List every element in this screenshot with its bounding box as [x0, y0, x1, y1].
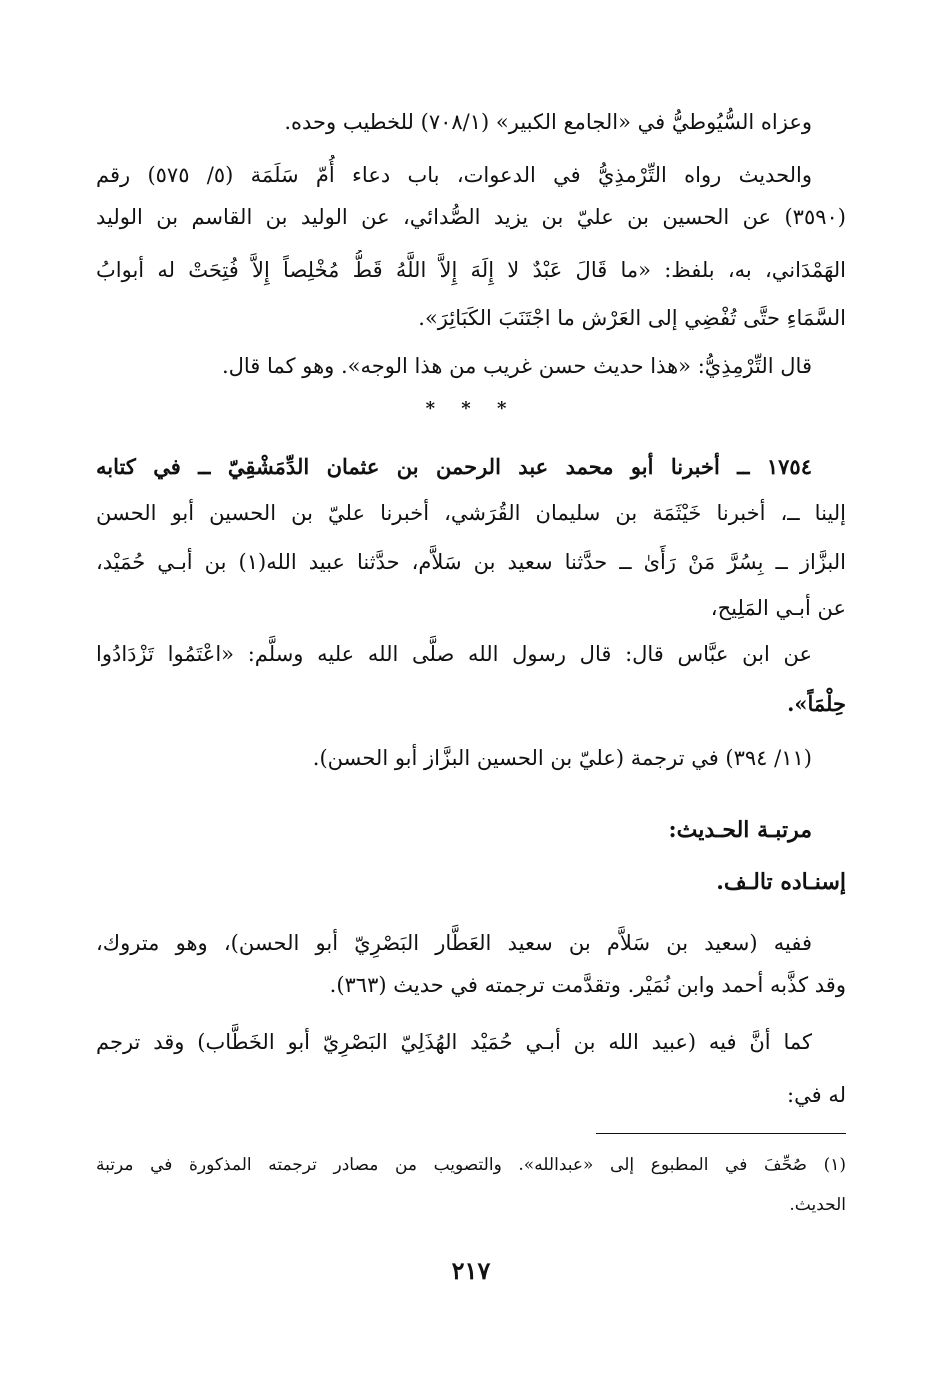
text-line: كما أنَّ فيه (عبيد الله بن أبـي حُمَيْد الهُذَلِيّ البَصْرِيّ أبو الخَطَّاب) وقد ترجم [96, 1030, 812, 1054]
text-line: ففيه (سعيد بن سَلاَّم بن سعيد العَطَّار البَصْرِيّ أبو الحسن)، وهو متروك، [96, 931, 812, 955]
text-line: (١١/ ٣٩٤) في ترجمة (عليّ بن الحسين البزَّاز أبو الحسن). [312, 746, 812, 770]
text-line: وقد كذَّبه أحمد وابن نُمَيْر. وتقدَّمت ترجمته في حديث (٣٦٣). [329, 973, 846, 997]
footnote-line: الحديث. [789, 1195, 846, 1215]
page-number: ٢١٧ [451, 1256, 491, 1285]
hadith-text-line: حِلْمَاً». [787, 691, 846, 716]
section-separator: * * * [425, 398, 517, 419]
hadith-number-line: ١٧٥٤ ــ أخبرنا أبو محمد عبد الرحمن بن عثمان الدِّمَشْقِيّ ــ في كتابه [96, 454, 812, 479]
footnote-line: (١) صُحِّفَ في المطبوع إلى «عبدالله». والتصويب من مصادر ترجمته المذكورة في مرتبة [96, 1155, 846, 1175]
text-line: الهَمْدَاني، به، بلفظ: «ما قَالَ عَبْدٌ لا إِلَهَ إِلاَّ اللَّهُ قَطُّ مُخْلِصاً إِلاَّ فُتِحَتْ له أبوابُ [96, 258, 846, 282]
text-line: السَّمَاءِ حتَّى تُفْضِي إلى العَرْش ما اجْتَنَبَ الكَبَائِرَ». [418, 306, 846, 330]
book-page [96, 0, 846, 1374]
grading-line: إسنـاده تالـف. [716, 869, 846, 895]
footnote-divider [596, 1133, 846, 1134]
text-line: البزَّاز ــ بِسُرَّ مَنْ رَأَىٰ ــ حدَّثنا سعيد بن سَلاَّم، حدَّثنا عبيد الله(١) بن أبـي حُمَيْد، [96, 550, 846, 574]
text-line: عن أبـي المَلِيح، [710, 596, 846, 620]
text-line: والحديث رواه التِّرْمذِيُّ في الدعوات، باب دعاء أُمّ سَلَمَة (٥/ ٥٧٥) رقم [96, 163, 812, 187]
text-line: (٣٥٩٠) عن الحسين بن عليّ بن يزيد الصُّدائي، عن الوليد بن القاسم بن الوليد [96, 205, 846, 229]
text-line: قال التِّرْمِذِيُّ: «هذا حديث حسن غريب من هذا الوجه». وهو كما قال. [221, 354, 812, 378]
text-line: وعزاه السُّيُوطيُّ في «الجامع الكبير» (٧٠٨/١) للخطيب وحده. [284, 110, 812, 134]
section-heading: مرتبـة الحـديث: [668, 817, 812, 843]
text-line: له في: [787, 1083, 846, 1107]
hadith-text-line: عن ابن عبَّاس قال: قال رسول الله صلَّى الله عليه وسلَّم: «اعْتَمُوا تَزْدَادُوا [96, 642, 812, 666]
text-line: إلينا ــ، أخبرنا خَيْثَمَة بن سليمان القُرَشي، أخبرنا عليّ بن الحسين أبو الحسن [96, 501, 846, 525]
